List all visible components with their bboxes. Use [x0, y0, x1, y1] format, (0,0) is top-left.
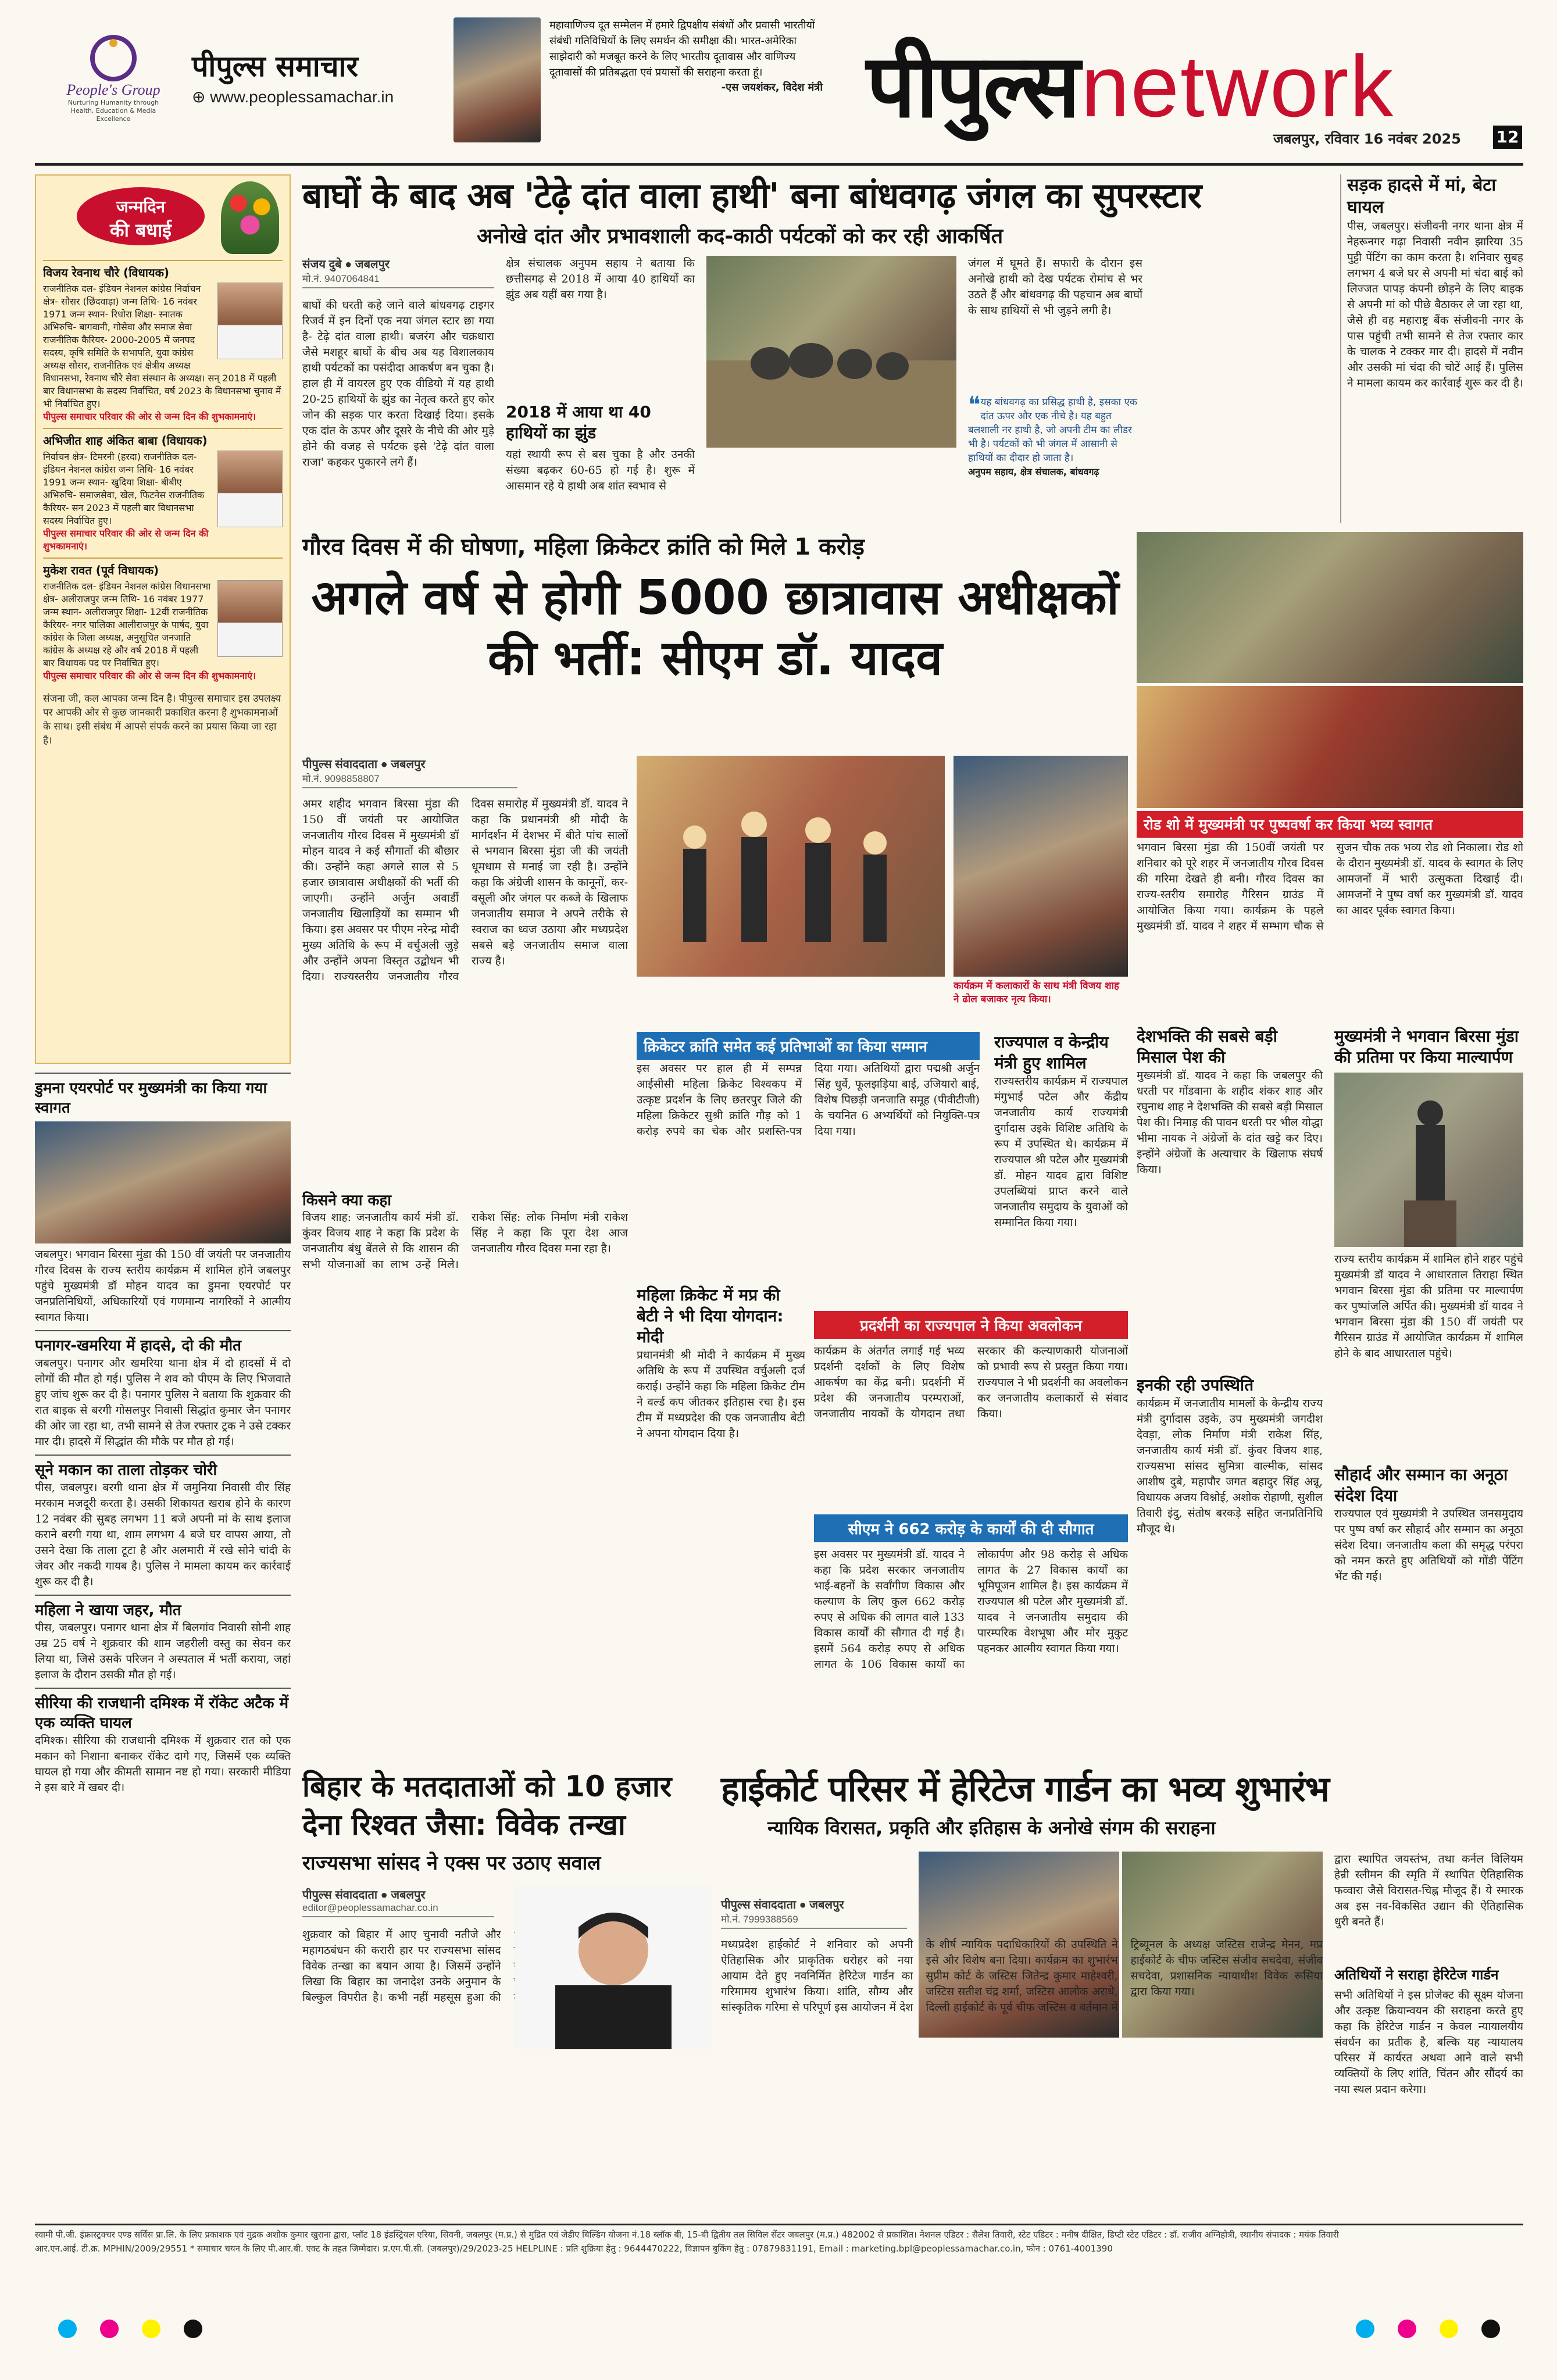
birthday-person-photo [217, 451, 283, 527]
elephant-headline: बाघों के बाद अब 'टेढ़े दांत वाला हाथी' बना बांधवगढ़ जंगल का सुपरस्टार [302, 176, 1202, 216]
bihar-byline-box [302, 1886, 494, 1917]
cricket-banner: क्रिकेटर क्रांति समेत कई प्रतिभाओं का किया सम्मान [637, 1032, 980, 1060]
heritage-subhead: न्यायिक विरासत, प्रकृति और इतिहास के अनोखे संगम की सराहना [767, 1817, 1216, 1839]
elephant-byline: संजय दुबे ● जबलपुर [302, 258, 390, 271]
quote-text: महावाणिज्य दूत सम्मेलन में हमारे द्विपक्षीय संबंधों और प्रवासी भारतीयों संबंधी गतिविधियों के लिए समर्थन की समीक्षा की। भारत-अमेरिका साझेदारी को मजबूत करने के लिए भारतीय दूतावास और वाणिज्य दूतावासों की प्रतिबद्धता एवं प्रयासों की सराहना करता हूं। [549, 19, 815, 78]
soughat-text: इस अवसर पर मुख्यमंत्री डॉ. यादव ने कहा कि प्रदेश सरकार जनजातीय भाई-बहनों के सर्वांगीण विकास और कल्याण के लिए कुल 662 करोड़ रुपए से अधिक की लागत वाले 133 विकास कार्यों की सौगात दी गई है। इसमें 564 करोड़ रुपए से अधिक लागत के 106 विकास कार्यों का लोकार्पण और 98 करोड़ से अधिक लागत के 27 विकास कार्यों का भूमिपूजन शामिल है। इस कार्यक्रम में राज्यपाल श्री पटेल और मुख्यमंत्री डॉ. यादव ने जनजातीय समुदाय की पारम्परिक वेशभूषा और मोर मुकुट पहनकर आत्मीय स्वागत किया गया। [814, 1548, 1128, 1671]
heritage-headline: हाईकोर्ट परिसर में हेरिटेज गार्डन का भव्य शुभारंभ [721, 1769, 1329, 1810]
short-story-text: पीस, जबलपुर। बरगी थाना क्षेत्र में जमुनिया निवासी वीर सिंह मरकाम मजदूरी करता है। उसकी शिकायत खराब होने के कारण 12 नवंबर की सुबह लगभग 11 बजे अपनी मां के साथ इलाज कराने बरगी गया था, शाम लगभग 4 बजे घर वापस आया, तो उसने देखा कि ताला टूटा है और अलमारी में रखे सोने चांदी के जेवर और नकदी गायब है। पुलिस ने मामला कायम कर कार्रवाई शुरू कर दी है। [35, 1481, 291, 1588]
birthday-person-name: मुकेश रावत (पूर्व विधायक) [43, 563, 159, 577]
birthday-person-details: राजनीतिक दल- इंडियन नेशनल कांग्रेस विधानसभा क्षेत्र- अलीराजपुर जन्म तिथि- 16 नवंबर 1977 जन्म स्थान- अलीराजपुर शिक्षा- 12वीं राजनीतिक कैरियर- नगर पालिका आलीराजपुर के पार्षद, युवा कांग्रेस के जिला अध्यक्ष, अनुसूचित जनजाति कांग्रेस के अध्यक्ष रहे और वर्ष 2018 में पहली बार विधायक पद पर निर्वाचित हुए। [43, 581, 211, 669]
cm-mobile: मो.नं. 9098858807 [302, 771, 517, 788]
road-show-text: भगवान बिरसा मुंडा की 150वीं जयंती पर शनिवार को पूरे शहर में जनजातीय गौरव दिवस की गरिमा देखते ही बनी। गौरव दिवस का राज्य-स्तरीय समारोह गैरिसन ग्राउंड में आयोजित किया गया। कार्यक्रम के पहले मुख्यमंत्री डॉ. यादव ने शहर में सम्भाग चौक से सुजन चौक तक भव्य रोड शो निकाला। रोड शो के दौरान मुख्यमंत्री डॉ. यादव के स्वागत के लिए आमजनों में भारी उत्सुकता दिखाई दी। आमजनों ने पुष्प वर्षा कर मुख्यमंत्री डॉ. यादव का आदर पूर्वक स्वागत किया। [1137, 841, 1523, 932]
cricket-body: इस अवसर पर हाल ही में सम्पन्न आईसीसी महिला क्रिकेट विश्वकप में उत्कृष्ट प्रदर्शन के लिए छतरपुर जिले की महिला क्रिकेटर सुश्री क्रांति गौड़ को 1 करोड़ रुपये का चेक और प्रशस्ति-पत्र दिया गया। अतिथियों द्वारा पद्मश्री अर्जुन सिंह धुर्वे, फूलझड़िया बाई, उजियारो बाई, विशेष पिछड़ी जनजाति समूह (पीवीटीजी) के चयनित 6 अभ्यर्थियों को नियुक्ति-पत्र दिया गया। [637, 1062, 980, 1138]
dateline: जबलपुर, रविवार 16 नवंबर 2025 [1273, 131, 1461, 147]
bihar-headline: बिहार के मतदाताओं को 10 हजार देना रिश्वत जैसा: विवेक तन्खा [302, 1770, 672, 1842]
magenta-dot [100, 2320, 119, 2338]
bihar-subhead: राज्यसभा सांसद ने एक्स पर उठाए सवाल [302, 1852, 601, 1875]
road-show-sub [1137, 1026, 1323, 1706]
birthday-person-name: विजय रेवनाथ चौरे (विधायक) [43, 266, 170, 280]
cmyk-marks-right [1356, 2320, 1500, 2343]
heritage-right-sub-text: सभी अतिथियों ने इस प्रोजेक्ट की सूक्ष्म योजना और उत्कृष्ट क्रियान्वयन की सराहना करते हुए कहा कि हेरिटेज गार्डन न केवल न्यायालयीय संवर्धन का प्रतीक है, बल्कि यह न्यायालय परिसर में कार्यरत अथवा आने वाले सभी व्यक्तियों के लिए शांति, चिंतन और सौंदर्य का नया स्थल प्रदान करेगा। [1334, 1989, 1523, 2096]
road-show-story [1137, 532, 1523, 1761]
samachar-logo: पीपुल्स समाचार [192, 49, 358, 83]
cm-stage-photo [637, 756, 945, 977]
short-story-text: पीस, जबलपुर। पनागर थाना क्षेत्र में बिलगांव निवासी सोनी शाह उम्र 25 वर्ष ने शुक्रवार की शाम जहरीली वस्तु का सेवन कर लिया था, जिसे उसके परिजन ने अस्पताल में भर्ती कराया, जहां इलाज के दौरान उसकी मौत हो गई। [35, 1621, 291, 1681]
elephant-herd-photo [706, 256, 956, 448]
modi-title: महिला क्रिकेट में मप्र की बेटी ने भी दिया योगदान: मोदी [637, 1285, 784, 1346]
bihar-body: शुक्रवार को बिहार में आए चुनावी नतीजे और महागठबंधन की करारी हार पर राज्यसभा सांसद विवेक तन्खा का बयान आया है। जिसमें उन्होंने लिखा कि बिहार का जनादेश उनके अनुमान के बिल्कुल विपरीत है। कभी नहीं महसूस हुआ की [302, 1928, 501, 2004]
statue-sub-title: सौहार्द और सम्मान का अनूठा संदेश दिया [1334, 1465, 1508, 1505]
soughat-banner: सीएम ने 662 करोड़ के कार्यों की दी सौगात [814, 1514, 1128, 1542]
tankha-portrait-illustration [515, 1886, 712, 2049]
soughat-story [814, 1514, 1128, 1759]
jaishankar-photo [453, 17, 541, 142]
birthday-header [36, 176, 290, 260]
exhibition-text: कार्यक्रम के अंतर्गत लगाई गई भव्य प्रदर्शनी दर्शकों के लिए विशेष आकर्षण का केंद्र बनी। प्रदर्शनी में प्रदेश की जनजातीय परम्पराओं, जनजातीय नायकों के योगदान तथा सरकार की कल्याणकारी योजनाओं को प्रभावी रूप से प्रस्तुत किया गया। राज्यपाल ने भी प्रदर्शनी का अवलोकन कर जनजातीय कलाकारों से संवाद किया। [814, 1345, 1128, 1420]
statue-illustration [1334, 1073, 1523, 1247]
short-story [35, 1330, 291, 1455]
heritage-story [721, 1767, 1523, 2212]
bihar-byline: पीपुल्स संवाददाता ● जबलपुर [302, 1889, 426, 1902]
elephant-mid-col [506, 256, 695, 523]
yellow-dot [142, 2320, 160, 2338]
accident-story [1340, 174, 1523, 523]
cm-kisne-title: किसने क्या कहा [302, 1192, 392, 1209]
left-stories [35, 1073, 291, 2212]
elephant-story [302, 174, 1331, 523]
dancers-illustration [637, 756, 945, 977]
statue-title: मुख्यमंत्री ने भगवान बिरसा मुंडा की प्रतिमा पर किया माल्यार्पण [1334, 1027, 1519, 1067]
birthday-badge [77, 187, 205, 245]
statue-photo [1334, 1073, 1523, 1247]
black-dot [184, 2320, 202, 2338]
statue-sub-text: राज्यपाल एवं मुख्यमंत्री ने उपस्थित जनसमुदाय पर पुष्प वर्षा कर सौहार्द और सम्मान का अनूठा संदेश दिया। जनजातीय कला की समृद्ध परंपरा को नमन करते हुए अतिथियों को गोंडी पेंटिंग भेंट की गई। [1334, 1507, 1523, 1583]
elephant-mobile: मो.नं. 9407064841 [302, 271, 494, 288]
modi-text: प्रधानमंत्री श्री मोदी ने कार्यक्रम में मुख्य अतिथि के रूप में उपस्थित वर्चुअली दर्ज कराई। उन्होंने कहा कि महिला क्रिकेट टीम ने वर्ल्ड कप जीतकर इतिहास रचा है। इस टीम में मध्यप्रदेश की एक जनजातीय बेटी ने अपना योगदान दिया है। [637, 1349, 805, 1440]
magenta-dot [1398, 2320, 1416, 2338]
group-tagline: Nurturing Humanity through Health, Education & Media Excellence [67, 99, 159, 123]
rajyapal-text: राज्यस्तरीय कार्यक्रम में राज्यपाल मंगुभाई पटेल और केंद्रीय जनजातीय कार्य राज्यमंत्री दुर्गादास उइके विशिष्ट अतिथि के रूप में उपस्थित थे। कार्यक्रम में राज्यपाल श्री पटेल और मुख्यमंत्री डॉ. मोहन यादव द्वारा विशिष्ट उपलब्धियां प्राप्त करने वाले जनजातीय समुदाय के युवाओं को सम्मानित किया गया। [994, 1075, 1128, 1229]
road-show-sub2-title: इनकी रही उपस्थिति [1137, 1375, 1254, 1395]
birthday-person-wish: पीपुल्स समाचार परिवार की ओर से जन्म दिन की शुभकामनाएं। [43, 528, 209, 552]
short-story-text: जबलपुर। पनागर और खमरिया थाना क्षेत्र में दो हादसों में दो लोगों की मौत हो गई। पुलिस ने शव को पीएम के लिए भिजवाते हुए जांच शुरू कर दी है। पनागर पुलिस ने बताया कि शुक्रवार की रात बाइक से बरगी गोसलपुर निवासी सिद्धांत कुमार जैन पनागर की ओर जा रहा था, तभी सामने से तेज रफ्तार ट्रक ने उसे टक्कर मार दी। हादसे में सिद्धांत की मौके पर मौत हो गई। [35, 1357, 291, 1448]
cm-kicker: गौरव दिवस में की घोषणा, महिला क्रिकेटर क्रांति को मिले 1 करोड़ [302, 534, 865, 560]
short-story-title: सूने मकान का ताला तोड़कर चोरी [35, 1461, 217, 1479]
road-show-sub2-text: कार्यक्रम में जनजातीय मामलों के केन्द्रीय राज्य मंत्री दुर्गादास उइके, उप मुख्यमंत्री जगदीश देवड़ा, लोक निर्माण मंत्री राकेश सिंह, जनजातीय कार्य मंत्री डॉ. कुंवर विजय शाह, राज्यसभा सांसद सुमित्रा वाल्मीक, सांसद आशीष दुबे, महापौर जगत बहादुर सिंह अन्नू, विधायक अजय विश्नोई, अशोक रोहाणी, सुशील तिवारी इंदु, संतोष बरकड़े सहित जनप्रतिनिधि मौजूद थे। [1137, 1397, 1323, 1535]
elephant-body-col1: बाघों की धरती कहे जाने वाले बांधवगढ़ टाइगर रिजर्व में इन दिनों एक नया जंगल स्टार छा गया है- टेढ़े दांत वाला हाथी। बजरंग और चक्रधारा जैसे मशहूर बाघों के बीच अब यह विशालकाय हाथी पर्यटकों का पसंदीदा आकर्षण बन चुका है। हाल ही में वायरल हुए एक वीडियो में यह हाथी 20-25 हाथियों के झुंड का नेतृत्व करते हुए कोर जोन की सड़क पार करता दिखाई दिया। इसके एक दांत के ऊपर और दूसरे के नीचे की ओर मुड़े होने की वजह से पर्यटक इसे 'टेढ़े दांत वाला राजा' कहकर पुकारने लगे हैं। [302, 299, 494, 469]
page-number: 12 [1493, 126, 1522, 149]
birthday-title-bottom: की बधाई [110, 219, 172, 241]
birthday-person-photo [217, 283, 283, 359]
cm-kisne-box [302, 1189, 628, 1352]
exhibition-banner: प्रदर्शनी का राज्यपाल ने किया अवलोकन [814, 1311, 1128, 1339]
birthday-person [43, 558, 283, 687]
exhibition-story [814, 1311, 1128, 1509]
masthead [0, 0, 1557, 192]
heritage-right-sub: अतिथियों ने सराहा हेरिटेज गार्डन [1334, 1967, 1499, 1983]
yellow-dot [1440, 2320, 1458, 2338]
heritage-byline: पीपुल्स संवाददाता ● जबलपुर [721, 1899, 844, 1911]
heritage-mobile: मो.नं. 7999388569 [721, 1912, 907, 1929]
bihar-email: editor@peoplessamachar.co.in [302, 1902, 494, 1917]
elephant-quote-author: अनुपम सहाय, क्षेत्र संचालक, बांधवगढ़ [968, 466, 1099, 477]
cm-headline: अगले वर्ष से होगी 5000 छात्रावास अधीक्षकों की भर्ती: सीएम डॉ. यादव [311, 570, 1119, 686]
short-story-text: दमिश्क। सीरिया की राजधानी दमिश्क में शुक्रवार रात को एक मकान को निशाना बनाकर रॉकेट दागे गए, जिसमें एक व्यक्ति घायल हो गया और कीमती सामान नष्ट हो गया। सरकारी मीडिया ने इस बारे में खबर दी। [35, 1734, 291, 1794]
airport-welcome-photo [35, 1121, 291, 1243]
quote-mark-icon: ❝ [968, 392, 981, 419]
bihar-story [302, 1767, 712, 2212]
birthday-person [43, 428, 283, 558]
elephant-body2: क्षेत्र संचालक अनुपम सहाय ने बताया कि छत्तीसगढ़ से 2018 में आया 40 हाथियों का झुंड अब यहीं बस गया है। [506, 257, 695, 301]
short-story-title: महिला ने खाया जहर, मौत [35, 1602, 181, 1619]
birthday-note: संजना जी, कल आपका जन्म दिन है। पीपुल्स समाचार इस उपलक्ष्य पर आपकी ओर से कुछ जानकारी प्रकाशित करना है शुभकामनाओं के साथ। इसी संबंध में आपसे संपर्क करने का प्रयास किया जा रहा है। [43, 693, 281, 746]
modi-story [637, 1285, 805, 1715]
cm-byline: पीपुल्स संवाददाता ● जबलपुर [302, 758, 426, 771]
road-show-sub-title: देशभक्ति की सबसे बड़ी मिसाल पेश की [1137, 1027, 1277, 1067]
short-story [35, 1688, 291, 1800]
statue-story [1334, 1026, 1523, 1706]
elephant-photo-caption: यहां स्थायी रूप से बस चुका है और उनकी संख्या बढ़कर 60-65 हो गई है। शुरू में आसमान रहे ये हाथी अब शांत स्वभाव से [506, 448, 695, 492]
short-story-title: पनागर-खमरिया में हादसे, दो की मौत [35, 1337, 241, 1355]
birthday-person [43, 260, 283, 428]
accident-title: सड़क हादसे में मां, बेटा घायल [1347, 175, 1497, 217]
birthday-person-wish: पीपुल्स समाचार परिवार की ओर से जन्म दिन की शुभकामनाएं। [43, 411, 256, 422]
quote-author: -एस जयशंकर, विदेश मंत्री [721, 81, 823, 94]
color-registration-bar [58, 2320, 1500, 2343]
rajyapal-title: राज्यपाल व केन्द्रीय मंत्री हुए शामिल [994, 1032, 1109, 1073]
minister-dhol-caption: कार्यक्रम में कलाकारों के साथ मंत्री विजय शाह ने ढोल बजाकर नृत्य किया। [954, 980, 1120, 1005]
short-story-title: डुमना एयरपोर्ट पर मुख्यमंत्री का किया गया स्वागत [35, 1080, 267, 1117]
birthday-list [36, 260, 290, 687]
black-dot [1481, 2320, 1500, 2338]
peoples-group-emblem-icon [90, 35, 137, 81]
short-story [35, 1595, 291, 1688]
short-story [35, 1073, 291, 1330]
cmyk-marks-left [58, 2320, 202, 2343]
elephant-quote: यह बांधवगढ़ का प्रसिद्ध हाथी है, इसका एक दांत ऊपर और एक नीचे है। यह बहुत बलशाली नर हाथी है, जो अपनी टीम का लीडर भी है। पर्यटकों को भी जंगल में आसानी से हाथियों का दीदार हो जाता है। [968, 396, 1137, 464]
network-logo-en: network [1081, 37, 1395, 135]
short-story [35, 1455, 291, 1595]
footer-rule [35, 2224, 1523, 2225]
road-show-sub-text: मुख्यमंत्री डॉ. यादव ने कहा कि जबलपुर की धरती पर गोंडवाना के शहीद शंकर शाह और रघुनाथ शाह ने देशभक्ति की सबसे बड़ी मिसाल पेश की। निमाड़ की पावन धरती पर भील योद्धा भीमा नायक ने अंग्रेजों के दांत खट्टे कर दिए। इन्होंने अंग्रेजों के अत्याचार के खिलाफ संघर्ष किया। [1137, 1069, 1323, 1176]
globe-icon: ⊕ [192, 88, 210, 106]
minister-dhol-photo [954, 756, 1128, 977]
cm-body: अमर शहीद भगवान बिरसा मुंडा की 150 वीं जयंती पर आयोजित जनजातीय गौरव दिवस में मुख्यमंत्री डॉ मोहन यादव ने कई सौगातों की बौछार की। उन्होंने कहा अगले साल से 5 हजार छात्रावास अधीक्षकों की भर्ती की जाएगी। उन्होंने अर्जुन अवार्डी जनजातीय खिलाड़ियों का सम्मान भी किया। इस अवसर पर पीएम नरेन्द्र मोदी मुख्य अतिथि के रूप में वर्चुअली जुड़े और उन्होंने अपना विस्तृत उद्बोधन भी दिया। राज्यस्तरीय जनजातीय गौरव दिवस समारोह में मुख्यमंत्री डॉ. यादव ने कहा कि प्रधानमंत्री श्री मोदी के मार्गदर्शन में देशभर में बीते पांच सालों से भगवान बिरसा मुंडा जी की जयंती धूमधाम से मनाई जा रही है। उन्होंने कहा कि अंग्रेजी शासन के कानूनों, कर-वसूली और जंगल पर कब्जे के खिलाफ जनजातीय समाज ने अपने तरीके से स्वराज का ध्वज उठाया और मध्यप्रदेश सबसे बड़े जनजातीय समाज वाला राज्य है। [302, 798, 628, 983]
footer-line-2: आर.एन.आई. टी.क्र. MPHIN/2009/29551 * समाचार चयन के लिए पी.आर.बी. एक्ट के तहत जिम्मेदार। प्र.एम.पी.सी. (जबलपुर)/29/2023-25 HELPLINE : प्रति शुक्रिया हेतु : 9644470222, विज्ञापन बुकिंग हेतु : 07879831191, Email : marketing.bpl@peoplessamachar.co.in, फोन : 0761-4001390 [35, 2243, 1113, 2254]
quote-box [549, 17, 823, 142]
rajyapal-story [994, 1032, 1128, 1305]
birthday-person-details: निर्वाचन क्षेत्र- टिमरनी (हरदा) राजनीतिक दल- इंडियन नेशनल कांग्रेस जन्म तिथि- 16 नवंबर 1991 जन्म स्थान- खुदिया शिक्षा- बीबीए अभिरुचि- समाजसेवा, खेल, फिटनेस राजनीतिक कैरियर- सन 2023 में पहली बार विधानसभा सदस्य निर्वाचित हुए। [43, 451, 205, 526]
birthday-person-name: अभिजीत शाह अंकित बाबा (विधायक) [43, 434, 208, 448]
elephant-byline-box [302, 256, 494, 292]
flower-bouquet-icon [221, 181, 279, 254]
cm-kisne-text: विजय शाह: जनजातीय कार्य मंत्री डॉ. कुंवर विजय शाह ने कहा कि प्रदेश के जनजातीय बंधु बेंतले से कि शासन की सभी योजनाओं का लाभ उन्हें मिले। राकेश सिंह: लोक निर्माण मंत्री राकेश सिंह ने कहा कि पूरा देश आज जनजातीय गौरव दिवस मना रहा है। [302, 1211, 628, 1271]
statue-text: राज्य स्तरीय कार्यक्रम में शामिल होने शहर पहुंचे मुख्यमंत्री डॉ यादव ने आधारताल तिराहा स्थित भगवान बिरसा मुंडा की प्रतिमा पर माल्यार्पण कर पुष्पांजलि अर्पित की। मुख्यमंत्री डॉ यादव ने भगवान बिरसा मुंडा की 150 वीं जयंती पर गैरिसन ग्राउंड में आयोजित कार्यक्रम में शामिल होने के बाद आधारताल पहुंचे। [1334, 1253, 1523, 1360]
network-logo-hindi: पीपुल्स [866, 36, 1079, 137]
cyan-dot [1356, 2320, 1374, 2338]
heritage-right-text: द्वारा स्थापित जयस्तंभ, तथा कर्नल विलियम हेन्री स्लीमन की स्मृति में स्थापित ऐतिहासिक फव्वारा जैसे विरासत-चिह्न मौजूद हैं। ये स्मारक अब इस नव-विकसित उद्यान की ऐतिहासिक धुरी बनते हैं। [1334, 1853, 1523, 1928]
cyan-dot [58, 2320, 77, 2338]
elephant-herd-illustration [706, 256, 956, 448]
group-name: People's Group [66, 81, 160, 98]
masthead-rule [35, 163, 1523, 166]
heritage-byline-box [721, 1896, 907, 1929]
birthday-person-details: राजनीतिक दल- इंडियन नेशनल कांग्रेस निर्वाचन क्षेत्र- सौसर (छिंदवाड़ा) जन्म तिथि- 16 नवंबर 1971 जन्म स्थान- रिधोरा शिक्षा- स्नातक अभिरुचि- बागवानी, गोसेवा और समाज सेवा राजनीतिक कैरियर- 2000-2005 में जनपद सदस्य, कृषि समिति के सभापति, युवा कांग्रेस अध्यक्ष सौसर, राजनीतिक एवं क्षेत्रीय अध्यक्ष विधानसभा, रेवनाथ चौरे सेवा संस्थान के अध्यक्ष। सन् 2018 में पहली बार विधानसभा के सदस्य निर्वाचित, वर्ष 2023 के विधानसभा चुनाव में भी निर्वाचित हुए। [43, 283, 281, 409]
cm-byline-box [302, 756, 517, 788]
tankha-photo [515, 1886, 712, 2049]
network-logo [866, 23, 1517, 137]
road-show-photo-top [1137, 532, 1523, 683]
website-link[interactable] [192, 87, 394, 106]
road-show-photo-bottom [1137, 686, 1523, 808]
elephant-quote-box [968, 392, 1142, 523]
birthday-person-wish: पीपुल्स समाचार परिवार की ओर से जन्म दिन की शुभकामनाएं। [43, 670, 256, 681]
website-text: www.peoplessamachar.in [210, 88, 394, 106]
heritage-body: मध्यप्रदेश हाईकोर्ट ने शनिवार को अपनी ऐतिहासिक और प्राकृतिक धरोहर को नया आयाम देते हुए नवनिर्मित हेरिटेज गार्डन का गरिमामय शुभारंभ किया। शांति, सौम्य और सांस्कृतिक गरिमा से परिपूर्ण इस आयोजन में देश के शीर्ष न्यायिक पदाधिकारियों की उपस्थिति ने इसे और विशेष बना दिया। कार्यक्रम का शुभारंभ सुप्रीम कोर्ट के जस्टिस जितेन्द्र कुमार माहेश्वरी, जस्टिस सतीश चंद्र शर्मा, जस्टिस आलोक अराधे, दिल्ली हाईकोर्ट के पूर्व चीफ जस्टिस व वर्तमान में ट्रिब्यूनल के अध्यक्ष जस्टिस राजेन्द्र मेनन, मप्र हाईकोर्ट के चीफ जस्टिस संजीव सचदेवा, संजीव सचदेवा, प्रशासनिक न्यायाधीश विवेक रूसिया द्वारा किया गया। [721, 1938, 1323, 2014]
elephant-sub1: 2018 में आया था 40 हाथियों का झुंड [506, 402, 651, 442]
short-story-text: जबलपुर। भगवान बिरसा मुंडा की 150 वीं जयंती पर जनजातीय गौरव दिवस के राज्य स्तरीय कार्यक्रम में शामिल होने जबलपुर पहुंचे मुख्यमंत्री डॉ मोहन यादव का डुमना एयरपोर्ट पर जनप्रतिनिधियों, अधिकारियों एवं गणमान्य नागरिकों ने आत्मीय स्वागत किया। [35, 1248, 291, 1324]
elephant-subhead: अनोखे दांत और प्रभावशाली कद-काठी पर्यटकों को कर रही आकर्षित [477, 224, 1004, 248]
accident-text: पीस, जबलपुर। संजीवनी नगर थाना क्षेत्र में नेहरूनगर गढ़ा निवासी नवीन झारिया 35 पुट्टी पेंटिंग का काम करता है। शनिवार सुबह लगभग 4 बजे घर से अपनी मां चंदा बाई को लिज्जत पापड़ कंपनी छोड़ने के लिए बाइक से अपनी मां को पीछे बैठाकर ले जा रहा था, जैसे ही वह महाराष्ट्र बैंक संजीवनी नगर के पास पहुंची तभी सामने से तेज रफ्तार कार के चालक ने टक्कर मार दी। हादसे में नवीन और उसकी मां चंदा की चोटें आई हैं। पुलिस ने मामला कायम कर कार्रवाई शुरू कर दी है। [1347, 220, 1523, 389]
birthday-panel [35, 174, 291, 1064]
road-show-banner: रोड शो में मुख्यमंत्री पर पुष्पवर्षा कर किया भव्य स्वागत [1137, 811, 1523, 838]
birthday-person-photo [217, 580, 283, 657]
heritage-right-col [1334, 1852, 1523, 2212]
footer [35, 2228, 1523, 2286]
elephant-right-col: जंगल में घूमते हैं। सफारी के दौरान इस अनोखे हाथी को देख पर्यटक रोमांच से भर उठते हैं और बांधवगढ़ की पहचान अब बाघों के साथ हाथियों से भी जुड़ने लगी है। [968, 257, 1142, 317]
short-story-title: सीरिया की राजधानी दमिश्क में रॉकेट अटैक में एक व्यक्ति घायल [35, 1695, 289, 1732]
footer-line-1: स्वामी पी.जी. इंफ्रास्ट्रक्चर एण्ड सर्विस प्रा.लि. के लिए प्रकाशक एवं मुद्रक अशोक कुमार खुराना द्वारा, प्लॉट 18 इंडस्ट्रियल एरिया, सिवनी, जबलपुर (म.प्र.) से मुद्रित एवं जेडीए बिल्डिंग योजना नं.18 ब्लॉक बी, 15-बी द्वितीय तल सिविल सेंटर जबलपुर (म.प्र.) 482002 से प्रकाशित। नेशनल एडिटर : सैलेश तिवारी, स्टेट एडिटर : मनीष दीक्षित, डिप्टी स्टेट एडिटर : डॉ. राजीव अग्निहोत्री, स्थानीय संपादक : मयंक तिवारी [35, 2229, 1339, 2240]
peoples-group-logo [58, 35, 169, 123]
birthday-title-top: जन्मदिन [116, 197, 166, 216]
